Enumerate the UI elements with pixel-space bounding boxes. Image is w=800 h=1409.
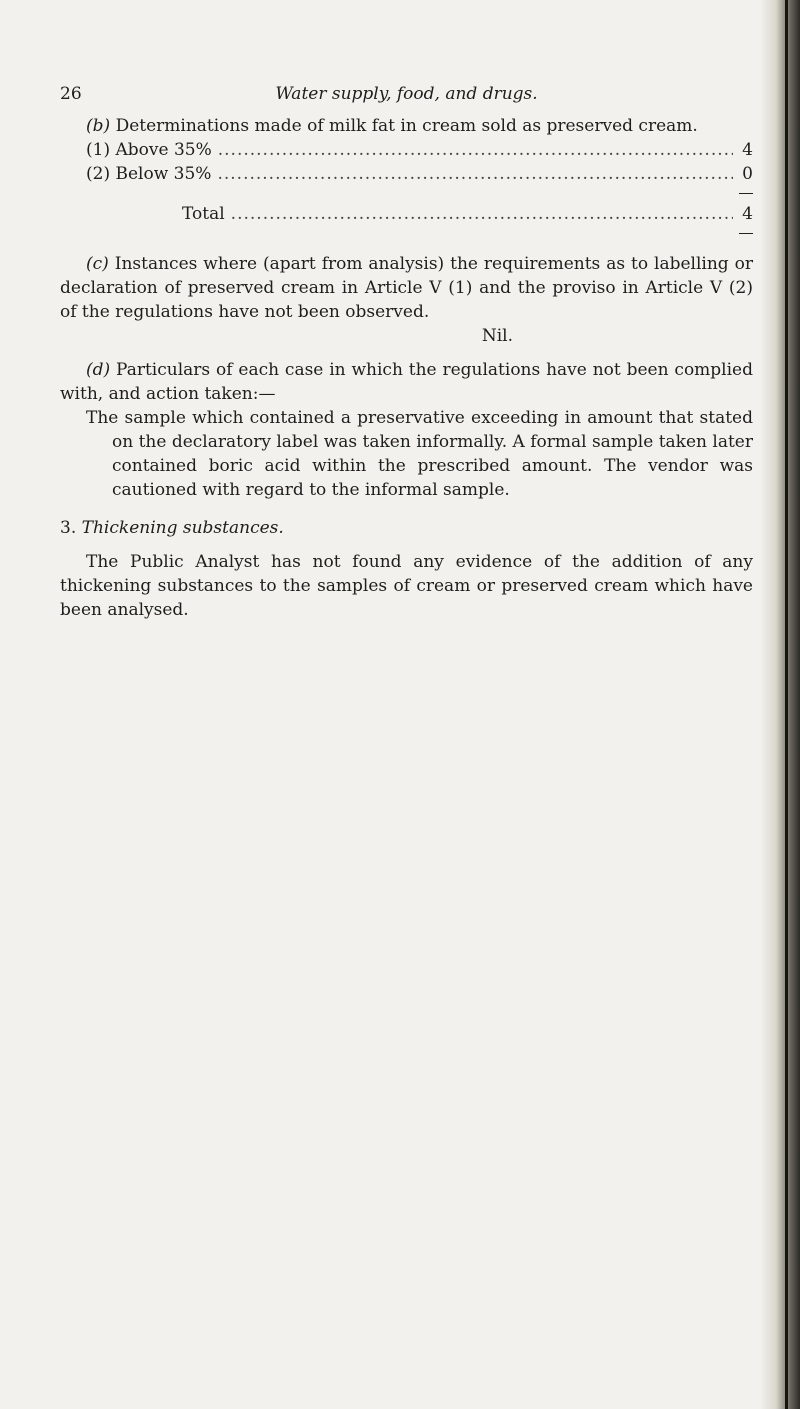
section-title: Thickening substances. xyxy=(81,518,284,538)
list-item xyxy=(60,162,753,186)
row-value: 4 xyxy=(742,140,753,160)
section-c-text: (c) Instances where (apart from analysis) the requirements as to labelling or declaration of preserved cream in Article V (1) and the proviso in Article V (2) of the regulations have not been observed. xyxy=(60,254,753,322)
page-binding-shadow xyxy=(760,0,800,1409)
section-d-marker: (d) xyxy=(86,360,111,380)
dot-leader xyxy=(218,138,733,162)
section-d-detail: The sample which contained a preservative exceeding in amount that stated on the declaratory label was taken informally. A formal sample taken later contained boric acid within the prescribed amount. The vendor was cautioned with regard to the informal sample. xyxy=(86,408,753,500)
list-item xyxy=(60,138,753,162)
total-row xyxy=(60,202,753,226)
total-label: Total xyxy=(182,204,225,224)
sum-rule xyxy=(60,186,753,202)
total-value: 4 xyxy=(742,204,753,224)
section-d-text: (d) Particulars of each case in which the regulations have not been complied with, and action taken:— xyxy=(60,360,753,404)
dot-leader xyxy=(231,202,733,226)
section-d-detail-block xyxy=(60,406,753,502)
section-b-heading: (b) Determinations made of milk fat in cream sold as preserved cream. xyxy=(86,116,698,136)
section-c-result: Nil. xyxy=(481,326,513,346)
section-3-heading: 3. Thickening substances. xyxy=(60,518,284,538)
section-b-marker: (b) xyxy=(86,116,111,136)
document-page xyxy=(60,82,753,622)
running-title: Water supply, food, and drugs. xyxy=(275,84,538,104)
running-header xyxy=(60,82,753,106)
binding-edge xyxy=(785,0,788,1409)
row-label: (2) Below 35% xyxy=(86,164,212,184)
section-3-text: The Public Analyst has not found any evidence of the addition of any thickening substances to the samples of cream or preserved cream which have been analysed. xyxy=(60,552,753,620)
row-value: 0 xyxy=(742,164,753,184)
row-label: (1) Above 35% xyxy=(86,140,212,160)
sum-rule xyxy=(60,226,753,242)
section-c-marker: (c) xyxy=(86,254,109,274)
dot-leader xyxy=(217,162,733,186)
page-number: 26 xyxy=(60,84,82,104)
